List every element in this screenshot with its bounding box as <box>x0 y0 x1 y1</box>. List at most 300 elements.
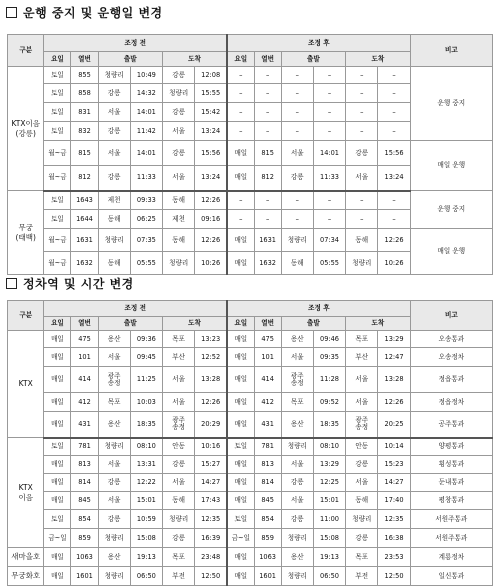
cell: 매일 <box>44 567 71 586</box>
cell: 12:26 <box>378 229 410 252</box>
cell: 토일 <box>44 122 71 141</box>
header-category: 구분 <box>8 35 44 67</box>
cell: 14:32 <box>130 84 162 103</box>
cell: 12:47 <box>378 348 410 367</box>
cell: 05:55 <box>313 252 345 275</box>
cell: 청량리 <box>281 229 313 252</box>
cell: 13:24 <box>195 166 227 191</box>
table-row <box>8 529 493 548</box>
cell: 토일 <box>44 84 71 103</box>
cell: 용산 <box>281 548 313 567</box>
cell: 서울 <box>281 348 313 367</box>
cell: – <box>281 191 313 210</box>
subheader-train: 열번 <box>71 317 98 331</box>
cell: 매일 <box>227 348 254 367</box>
cell: 1631 <box>254 229 281 252</box>
subheader-train: 열번 <box>254 317 281 331</box>
cell: 832 <box>71 122 98 141</box>
cell: 812 <box>254 166 281 191</box>
cell: 10:26 <box>195 252 227 275</box>
cell: 강릉 <box>281 510 313 529</box>
cell: 매일 <box>227 456 254 474</box>
cell: 15:42 <box>195 103 227 122</box>
checkbox-square-icon <box>6 278 17 289</box>
cell: 815 <box>254 141 281 166</box>
cell: 1632 <box>71 252 98 275</box>
table-row <box>8 456 493 474</box>
cell: 855 <box>71 67 98 84</box>
cell: – <box>378 84 410 103</box>
cell: 10:16 <box>195 438 227 456</box>
subheader-train: 열번 <box>71 52 98 67</box>
cell: 부전 <box>163 567 195 586</box>
cell: 매일 <box>44 367 71 393</box>
cell: 청량리 <box>98 438 130 456</box>
cell: 서울 <box>98 103 130 122</box>
cell: 청량리 <box>163 84 195 103</box>
cell: – <box>313 210 345 229</box>
cell: – <box>281 67 313 84</box>
remarks-cell: 평창통과 <box>410 492 492 510</box>
remarks-cell: 운행 중지 <box>410 67 492 141</box>
cell: 매일 <box>44 348 71 367</box>
cell: 토일 <box>227 510 254 529</box>
cell: 서울 <box>163 474 195 492</box>
remarks-cell: 양평통과 <box>410 438 492 456</box>
header-row <box>8 301 493 317</box>
cell: 월~금 <box>44 229 71 252</box>
cell: 1632 <box>254 252 281 275</box>
cell: 12:52 <box>195 348 227 367</box>
cell: 15:55 <box>195 84 227 103</box>
cell: 매일 <box>44 412 71 438</box>
cell: 19:13 <box>313 548 345 567</box>
remarks-cell: 일신통과 <box>410 567 492 586</box>
cell: 15:56 <box>195 141 227 166</box>
cell: 781 <box>254 438 281 456</box>
subheader-day: 요일 <box>44 317 71 331</box>
cell: 845 <box>71 492 98 510</box>
header-before: 조정 전 <box>44 35 227 52</box>
cell: 제천 <box>163 210 195 229</box>
cell: 858 <box>71 84 98 103</box>
header-remarks: 비고 <box>410 35 492 67</box>
table-row <box>8 367 493 393</box>
remarks-cell: 매일 운행 <box>410 141 492 191</box>
cell: – <box>346 103 378 122</box>
table-row <box>8 412 493 438</box>
cell: 목포 <box>281 393 313 412</box>
cell: 광주 송정 <box>346 412 378 438</box>
cell: 815 <box>71 141 98 166</box>
cell: 10:49 <box>130 67 162 84</box>
cell: 1601 <box>71 567 98 586</box>
cell: 매일 <box>227 229 254 252</box>
cell: 동해 <box>281 252 313 275</box>
cell: 매일 <box>227 567 254 586</box>
cell: 강릉 <box>98 84 130 103</box>
cell: 청량리 <box>98 567 130 586</box>
cell: 859 <box>254 529 281 548</box>
cell: 매일 <box>227 252 254 275</box>
cell: 15:23 <box>378 456 410 474</box>
cell: 서울 <box>98 348 130 367</box>
cell: 강릉 <box>281 166 313 191</box>
cell: 서울 <box>346 474 378 492</box>
cell: 12:35 <box>378 510 410 529</box>
cell: 475 <box>254 331 281 348</box>
cell: 859 <box>71 529 98 548</box>
cell: 08:10 <box>130 438 162 456</box>
cell: 안동 <box>163 438 195 456</box>
cell: 13:31 <box>130 456 162 474</box>
table-row <box>8 229 493 252</box>
cell: 강릉 <box>163 103 195 122</box>
cell: 831 <box>71 103 98 122</box>
cell: 813 <box>71 456 98 474</box>
cell: 강릉 <box>163 141 195 166</box>
cell: 서울 <box>163 122 195 141</box>
cell: 13:28 <box>195 367 227 393</box>
cell: 매일 <box>227 141 254 166</box>
cell: 서울 <box>281 456 313 474</box>
cell: 매일 <box>227 166 254 191</box>
cell: 동해 <box>163 191 195 210</box>
cell: 07:34 <box>313 229 345 252</box>
cell: – <box>281 210 313 229</box>
cell: 금~일 <box>227 529 254 548</box>
cell: 용산 <box>98 331 130 348</box>
cell: – <box>313 84 345 103</box>
cell: – <box>227 103 254 122</box>
subheader-train: 열번 <box>254 52 281 67</box>
cell: 광주 송정 <box>281 367 313 393</box>
remarks-cell: 운행 중지 <box>410 191 492 229</box>
cell: – <box>254 191 281 210</box>
subheader-arrival: 도착 <box>163 317 228 331</box>
cell: 1063 <box>254 548 281 567</box>
cell: 매일 <box>227 367 254 393</box>
cell: 강릉 <box>98 474 130 492</box>
subheader-departure: 출발 <box>98 317 163 331</box>
section1-title: 운행 중지 및 운행일 변경 <box>6 4 163 21</box>
cell: – <box>346 191 378 210</box>
cell: – <box>227 67 254 84</box>
cell: – <box>346 67 378 84</box>
cell: 매일 <box>227 331 254 348</box>
cell: – <box>313 191 345 210</box>
cell: – <box>254 122 281 141</box>
subheader-day: 요일 <box>227 52 254 67</box>
table-row <box>8 567 493 586</box>
cell: 청량리 <box>281 438 313 456</box>
cell: – <box>313 103 345 122</box>
cell: 토일 <box>227 438 254 456</box>
cell: 매일 <box>227 412 254 438</box>
cell: 청량리 <box>281 567 313 586</box>
cell: 목포 <box>346 331 378 348</box>
cell: 부산 <box>163 348 195 367</box>
cell: 동해 <box>98 210 130 229</box>
cell: 12:26 <box>378 393 410 412</box>
cell: 20:25 <box>378 412 410 438</box>
cell: 1643 <box>71 191 98 210</box>
cell: 토일 <box>44 210 71 229</box>
remarks-cell: 매일 운행 <box>410 229 492 275</box>
cell: 동해 <box>346 492 378 510</box>
cell: 07:35 <box>130 229 162 252</box>
category-cell: 무궁화호 <box>8 567 44 586</box>
cell: 광주 송정 <box>98 367 130 393</box>
cell: 09:52 <box>313 393 345 412</box>
cell: 1063 <box>71 548 98 567</box>
cell: 12:35 <box>195 510 227 529</box>
cell: 16:38 <box>378 529 410 548</box>
cell: 23:53 <box>378 548 410 567</box>
cell: 14:27 <box>195 474 227 492</box>
cell: 제천 <box>98 191 130 210</box>
remarks-cell: 오송정차 <box>410 348 492 367</box>
cell: – <box>227 191 254 210</box>
cell: – <box>254 67 281 84</box>
cell: 12:22 <box>130 474 162 492</box>
header-remarks: 비고 <box>410 301 492 331</box>
cell: 14:01 <box>313 141 345 166</box>
cell: 13:24 <box>378 166 410 191</box>
subheader-departure: 출발 <box>281 52 346 67</box>
header-before: 조정 전 <box>44 301 227 317</box>
header-category: 구분 <box>8 301 44 331</box>
cell: 11:00 <box>313 510 345 529</box>
cell: 부전 <box>346 567 378 586</box>
cell: 용산 <box>281 412 313 438</box>
cell: 서울 <box>346 166 378 191</box>
cell: 매일 <box>227 492 254 510</box>
cell: 781 <box>71 438 98 456</box>
cell: 13:29 <box>313 456 345 474</box>
cell: 강릉 <box>163 67 195 84</box>
cell: – <box>378 67 410 84</box>
cell: 19:13 <box>130 548 162 567</box>
cell: 15:08 <box>130 529 162 548</box>
cell: 1631 <box>71 229 98 252</box>
table-row <box>8 548 493 567</box>
cell: 18:35 <box>130 412 162 438</box>
cell: 06:25 <box>130 210 162 229</box>
cell: 매일 <box>44 474 71 492</box>
cell: 서울 <box>163 367 195 393</box>
cell: 13:29 <box>378 331 410 348</box>
cell: 강릉 <box>98 510 130 529</box>
cell: 서울 <box>98 492 130 510</box>
cell: 20:29 <box>195 412 227 438</box>
category-cell: 새마을호 <box>8 548 44 567</box>
cell: – <box>227 210 254 229</box>
table-row <box>8 492 493 510</box>
remarks-cell: 공주통과 <box>410 412 492 438</box>
category-cell: KTX이음 (강릉) <box>8 67 44 191</box>
cell: 토일 <box>44 438 71 456</box>
table-row <box>8 474 493 492</box>
cell: – <box>281 122 313 141</box>
cell: 412 <box>71 393 98 412</box>
cell: 안동 <box>346 438 378 456</box>
table-row <box>8 141 493 166</box>
remarks-cell: 서원주통과 <box>410 529 492 548</box>
cell: 11:33 <box>130 166 162 191</box>
cell: 월~금 <box>44 166 71 191</box>
header-row <box>8 35 493 52</box>
cell: 06:50 <box>313 567 345 586</box>
cell: 1644 <box>71 210 98 229</box>
section2-title: 정차역 및 시간 변경 <box>6 275 134 292</box>
cell: – <box>378 210 410 229</box>
cell: – <box>378 103 410 122</box>
cell: 청량리 <box>98 229 130 252</box>
category-cell: KTX 이음 <box>8 438 44 548</box>
cell: 05:55 <box>130 252 162 275</box>
cell: 15:01 <box>313 492 345 510</box>
cell: 청량리 <box>346 510 378 529</box>
cell: 15:01 <box>130 492 162 510</box>
category-cell: 무궁 (태백) <box>8 191 44 275</box>
cell: 강릉 <box>163 456 195 474</box>
cell: 매일 <box>44 331 71 348</box>
cell: – <box>227 84 254 103</box>
cell: 14:27 <box>378 474 410 492</box>
cell: 10:26 <box>378 252 410 275</box>
cell: – <box>313 122 345 141</box>
cell: 청량리 <box>98 529 130 548</box>
table-row <box>8 438 493 456</box>
cell: 12:08 <box>195 67 227 84</box>
header-after: 조정 후 <box>227 301 410 317</box>
remarks-cell: 둔내통과 <box>410 474 492 492</box>
cell: 12:26 <box>195 229 227 252</box>
cell: 16:39 <box>195 529 227 548</box>
cell: 09:45 <box>130 348 162 367</box>
subheader-arrival: 도착 <box>163 52 228 67</box>
subheader-departure: 출발 <box>281 317 346 331</box>
cell: 06:50 <box>130 567 162 586</box>
cell: 11:28 <box>313 367 345 393</box>
remarks-cell: 정읍통과 <box>410 367 492 393</box>
cell: 매일 <box>44 548 71 567</box>
cell: 812 <box>71 166 98 191</box>
cell: – <box>313 67 345 84</box>
cell: 청량리 <box>98 67 130 84</box>
cell: 412 <box>254 393 281 412</box>
subheader-arrival: 도착 <box>346 317 411 331</box>
subheader-departure: 출발 <box>98 52 163 67</box>
cell: 용산 <box>281 331 313 348</box>
cell: – <box>227 122 254 141</box>
cell: 강릉 <box>346 141 378 166</box>
cell: 12:50 <box>195 567 227 586</box>
cell: 강릉 <box>163 529 195 548</box>
header-after: 조정 후 <box>227 35 410 52</box>
cell: 414 <box>71 367 98 393</box>
cell: 목포 <box>163 331 195 348</box>
remarks-cell: 계룡정차 <box>410 548 492 567</box>
cell: – <box>281 103 313 122</box>
table-row <box>8 191 493 210</box>
cell: 매일 <box>227 548 254 567</box>
cell: 15:27 <box>195 456 227 474</box>
cell: 서울 <box>163 166 195 191</box>
cell: 813 <box>254 456 281 474</box>
cell: 서울 <box>346 367 378 393</box>
cell: 13:24 <box>195 122 227 141</box>
cell: 목포 <box>98 393 130 412</box>
cell: 475 <box>71 331 98 348</box>
cell: 845 <box>254 492 281 510</box>
cell: 814 <box>254 474 281 492</box>
cell: 11:42 <box>130 122 162 141</box>
cell: – <box>346 84 378 103</box>
cell: – <box>378 122 410 141</box>
cell: 23:48 <box>195 548 227 567</box>
remarks-cell: 정읍정차 <box>410 393 492 412</box>
cell: 부산 <box>346 348 378 367</box>
cell: 09:46 <box>313 331 345 348</box>
cell: 매일 <box>44 492 71 510</box>
cell: 11:25 <box>130 367 162 393</box>
subheader-day: 요일 <box>44 52 71 67</box>
cell: 431 <box>254 412 281 438</box>
cell: 10:03 <box>130 393 162 412</box>
cell: 18:35 <box>313 412 345 438</box>
cell: – <box>378 191 410 210</box>
cell: 토일 <box>44 191 71 210</box>
cell: 814 <box>71 474 98 492</box>
cell: 청량리 <box>163 510 195 529</box>
cell: 12:25 <box>313 474 345 492</box>
cell: 09:33 <box>130 191 162 210</box>
cell: 용산 <box>98 412 130 438</box>
cell: – <box>254 84 281 103</box>
cell: 서울 <box>98 456 130 474</box>
cell: 11:33 <box>313 166 345 191</box>
cell: 13:23 <box>195 331 227 348</box>
cell: – <box>346 210 378 229</box>
cell: – <box>254 103 281 122</box>
table-row <box>8 393 493 412</box>
cell: 12:26 <box>195 393 227 412</box>
cell: 청량리 <box>346 252 378 275</box>
cell: 매일 <box>227 474 254 492</box>
cell: 10:14 <box>378 438 410 456</box>
cell: 목포 <box>346 548 378 567</box>
cell: 강릉 <box>98 122 130 141</box>
cell: 목포 <box>163 548 195 567</box>
cell: 서울 <box>281 141 313 166</box>
cell: 10:59 <box>130 510 162 529</box>
cell: 청량리 <box>163 252 195 275</box>
subheader-day: 요일 <box>227 317 254 331</box>
suspension-table <box>7 34 493 275</box>
cell: 월~금 <box>44 252 71 275</box>
cell: 414 <box>254 367 281 393</box>
cell: 13:28 <box>378 367 410 393</box>
cell: 09:16 <box>195 210 227 229</box>
table-row <box>8 510 493 529</box>
cell: 12:50 <box>378 567 410 586</box>
cell: – <box>346 122 378 141</box>
cell: – <box>254 210 281 229</box>
remarks-cell: 서원주통과 <box>410 510 492 529</box>
cell: 강릉 <box>98 166 130 191</box>
